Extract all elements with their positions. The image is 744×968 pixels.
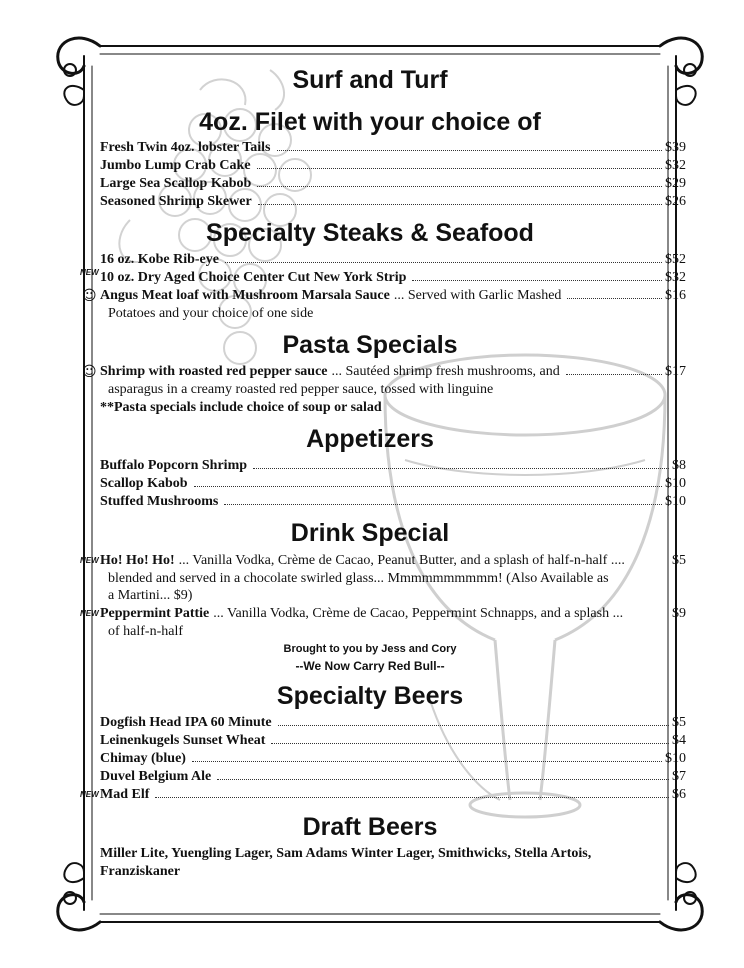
item-price: $17	[665, 364, 686, 379]
item-price: $4	[672, 733, 686, 748]
item-name: Dogfish Head IPA 60 Minute	[100, 715, 272, 730]
item-price: $8	[672, 458, 686, 473]
menu-item	[100, 194, 686, 210]
menu-item	[100, 476, 686, 492]
item-description-continued: asparagus in a creamy roasted red pepper sauce, tossed with linguine	[108, 382, 494, 397]
item-name: Chimay (blue)	[100, 751, 186, 766]
menu-item	[100, 158, 686, 174]
item-description: ... Vanilla Vodka, Crème de Cacao, Peanut Butter, and a splash of half-n-half ....	[178, 553, 625, 568]
item-name: Peppermint Pattie	[100, 606, 210, 621]
red-bull-note: --We Now Carry Red Bull--	[295, 659, 445, 673]
section-title-drink: Drink Special	[290, 519, 450, 547]
section-title-draft: Draft Beers	[302, 813, 438, 841]
menu-item	[100, 176, 686, 192]
item-name: 16 oz. Kobe Rib-eye	[100, 252, 219, 267]
item-name: 10 oz. Dry Aged Choice Center Cut New York Strip	[100, 270, 407, 285]
item-price: $10	[665, 751, 686, 766]
item-description-continued: a Martini... $9)	[108, 588, 193, 603]
item-price: $32	[665, 158, 686, 173]
item-price: $7	[672, 769, 686, 784]
section-title-steaks: Specialty Steaks & Seafood	[206, 219, 534, 247]
item-price: $32	[665, 270, 686, 285]
draft-list-line: Miller Lite, Yuengling Lager, Sam Adams Winter Lager, Smithwicks, Stella Artois,	[100, 846, 592, 861]
pasta-note: **Pasta specials include choice of soup or salad	[100, 400, 382, 415]
new-badge: NEW	[80, 609, 99, 618]
section-title-beers: Specialty Beers	[276, 682, 464, 710]
section-title-surf-turf: Surf and Turf	[292, 66, 448, 94]
item-price: $5	[672, 715, 686, 730]
new-badge: NEW	[80, 268, 99, 277]
item-price: $5	[672, 553, 686, 568]
item-name: Large Sea Scallop Kabob	[100, 176, 252, 191]
menu-item	[100, 140, 686, 156]
item-name: Angus Meat loaf with Mushroom Marsala Sauce	[100, 288, 390, 303]
item-price: $26	[665, 194, 686, 209]
smiley-icon: ☺	[82, 288, 97, 304]
item-price: $6	[672, 787, 686, 802]
draft-list-line: Franziskaner	[100, 864, 181, 879]
menu-item	[100, 606, 686, 622]
item-name: Mad Elf	[100, 787, 150, 802]
item-name: Duvel Belgium Ale	[100, 769, 212, 784]
menu-item	[100, 364, 686, 380]
menu-item	[100, 494, 686, 510]
section-title-appetizers: Appetizers	[306, 425, 434, 453]
item-description-continued: of half-n-half	[108, 624, 184, 639]
new-badge: NEW	[80, 790, 99, 799]
menu-item	[100, 288, 686, 304]
menu-item	[100, 270, 686, 286]
item-description-continued: Potatoes and your choice of one side	[108, 306, 314, 321]
item-price: $29	[665, 176, 686, 191]
smiley-icon: ☺	[82, 364, 97, 380]
item-name: Shrimp with roasted red pepper sauce	[100, 364, 328, 379]
item-price: $10	[665, 494, 686, 509]
item-price: $52	[665, 252, 686, 267]
menu-item	[100, 751, 686, 767]
menu-item	[100, 252, 686, 268]
item-description-continued: blended and served in a chocolate swirled glass... Mmmmmmmmmm! (Also Available as	[108, 571, 609, 586]
item-description: ... Served with Garlic Mashed	[393, 288, 562, 303]
menu-item	[100, 458, 686, 474]
item-name: Fresh Twin 4oz. lobster Tails	[100, 140, 271, 155]
menu-item	[100, 553, 686, 569]
section-title-pasta: Pasta Specials	[282, 331, 458, 359]
new-badge: NEW	[80, 556, 99, 565]
item-name: Stuffed Mushrooms	[100, 494, 219, 509]
item-price: $16	[665, 288, 686, 303]
item-name: Leinenkugels Sunset Wheat	[100, 733, 266, 748]
item-name: Seasoned Shrimp Skewer	[100, 194, 252, 209]
item-description: ... Vanilla Vodka, Crème de Cacao, Peppermint Schnapps, and a splash ...	[213, 606, 624, 621]
section-subtitle-filet: 4oz. Filet with your choice of	[199, 108, 541, 136]
menu-item	[100, 733, 686, 749]
menu-item	[100, 769, 686, 785]
item-price: $9	[672, 606, 686, 621]
menu-item	[100, 715, 686, 731]
item-name: Ho! Ho! Ho!	[100, 553, 175, 568]
item-name: Jumbo Lump Crab Cake	[100, 158, 251, 173]
item-name: Buffalo Popcorn Shrimp	[100, 458, 248, 473]
item-description: ... Sautéed shrimp fresh mushrooms, and	[331, 364, 560, 379]
menu-item	[100, 787, 686, 803]
brought-by-note: Brought to you by Jess and Cory	[283, 643, 457, 655]
item-price: $10	[665, 476, 686, 491]
item-name: Scallop Kabob	[100, 476, 188, 491]
item-price: $39	[665, 140, 686, 155]
